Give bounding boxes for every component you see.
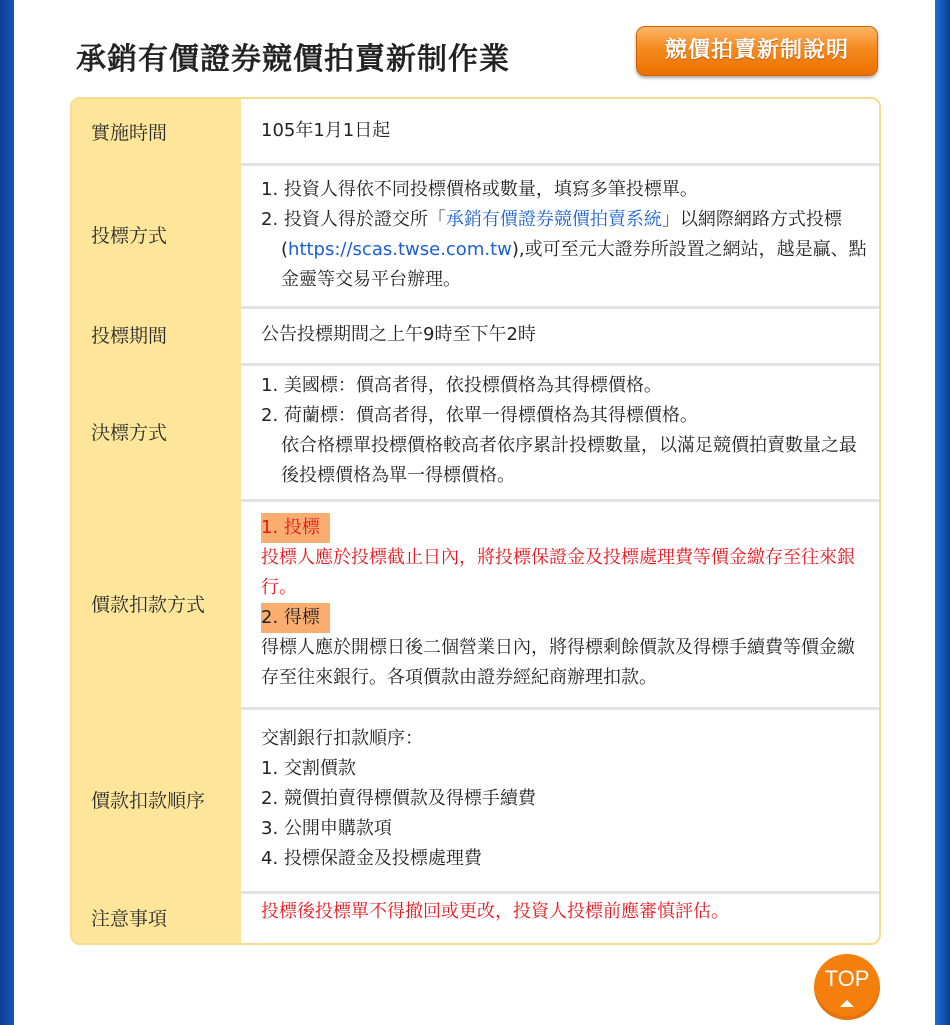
notes-warning-text: 投標後投標單不得撤回或更改，投資人投標前應審慎評估。 bbox=[261, 901, 729, 922]
deduction-order-item: 2. 競價拍賣得標價款及得標手續費 bbox=[261, 788, 536, 809]
award-method-item-2: 2. 荷蘭標：價高者得，依單一得標價格為其得標價格。 bbox=[261, 405, 698, 426]
row-bidding-period bbox=[72, 306, 879, 366]
bidding-period-text: 公告投標期間之上午9時至下午2時 bbox=[261, 323, 536, 345]
right-frame-border bbox=[935, 0, 950, 1025]
row-content bbox=[241, 499, 879, 707]
left-frame-border bbox=[0, 0, 14, 1025]
row-content bbox=[241, 163, 879, 306]
page-title: 承銷有價證券競價拍賣新制作業 bbox=[76, 42, 510, 77]
deduction-order-item: 4. 投標保證金及投標處理費 bbox=[261, 848, 482, 869]
bid-deduction-text: 投標人應於投標截止日內，將投標保證金及投標處理費等價金繳存至往來銀行。 bbox=[261, 547, 855, 598]
scas-url-link[interactable]: https://scas.twse.com.tw bbox=[288, 238, 512, 260]
row-label: 實施時間 bbox=[72, 99, 241, 163]
bidding-method-item-1: 1. 投資人得依不同投標價格或數量，填寫多筆投標單。 bbox=[261, 178, 698, 200]
auction-explanation-button[interactable]: 競價拍賣新制說明 bbox=[636, 26, 878, 76]
row-content bbox=[241, 707, 879, 891]
implementation-date-text: 105年1月1日起 bbox=[261, 120, 391, 141]
info-table bbox=[70, 97, 881, 945]
row-bidding-method bbox=[72, 163, 879, 309]
deduction-order-intro: 交割銀行扣款順序： bbox=[261, 728, 423, 749]
row-content bbox=[241, 891, 879, 943]
award-deduction-text: 得標人應於開標日後二個營業日內，將得標剩餘價款及得標手續費等價金繳存至往來銀行。各項價款由證券經紀商辦理扣款。 bbox=[261, 637, 855, 688]
bid-heading-badge: 1. 投標 bbox=[261, 513, 330, 543]
up-arrow-icon bbox=[840, 1000, 854, 1007]
row-payment-deduction-order bbox=[72, 707, 879, 894]
row-content bbox=[241, 363, 879, 499]
row-label: 價款扣款方式 bbox=[72, 499, 241, 707]
row-label: 注意事項 bbox=[72, 891, 241, 943]
row-label: 投標期間 bbox=[72, 306, 241, 363]
item-text: 」以網際網路方式投標( bbox=[281, 208, 842, 260]
deduction-order-item: 3. 公開申購款項 bbox=[261, 818, 392, 839]
auction-system-link[interactable]: 承銷有價證券競價拍賣系統 bbox=[445, 208, 662, 230]
row-label: 決標方式 bbox=[72, 363, 241, 499]
row-label: 價款扣款順序 bbox=[72, 707, 241, 891]
item-text: 2. 投資人得於證交所「 bbox=[261, 208, 446, 230]
award-heading-badge: 2. 得標 bbox=[261, 603, 330, 633]
item-text: ),或可至元大證券所設置之網站，越是贏、點金靈等交易平台辦理。 bbox=[281, 238, 867, 290]
row-award-method bbox=[72, 363, 879, 502]
row-implementation-date bbox=[72, 99, 879, 166]
back-to-top-button[interactable] bbox=[814, 954, 880, 1020]
row-label: 投標方式 bbox=[72, 163, 241, 306]
award-method-item-1: 1. 美國標：價高者得，依投標價格為其得標價格。 bbox=[261, 375, 662, 396]
row-content bbox=[241, 306, 879, 363]
award-method-item-2-detail: 依合格標單投標價格較高者依序累計投標數量，以滿足競價拍賣數量之最後投標價格為單一得標價格。 bbox=[281, 435, 857, 486]
deduction-order-item: 1. 交割價款 bbox=[261, 758, 356, 779]
row-payment-deduction-method bbox=[72, 499, 879, 710]
row-notes bbox=[72, 891, 879, 943]
bidding-method-item-2 bbox=[261, 205, 867, 295]
row-content bbox=[241, 99, 879, 163]
top-label: TOP bbox=[824, 966, 870, 991]
